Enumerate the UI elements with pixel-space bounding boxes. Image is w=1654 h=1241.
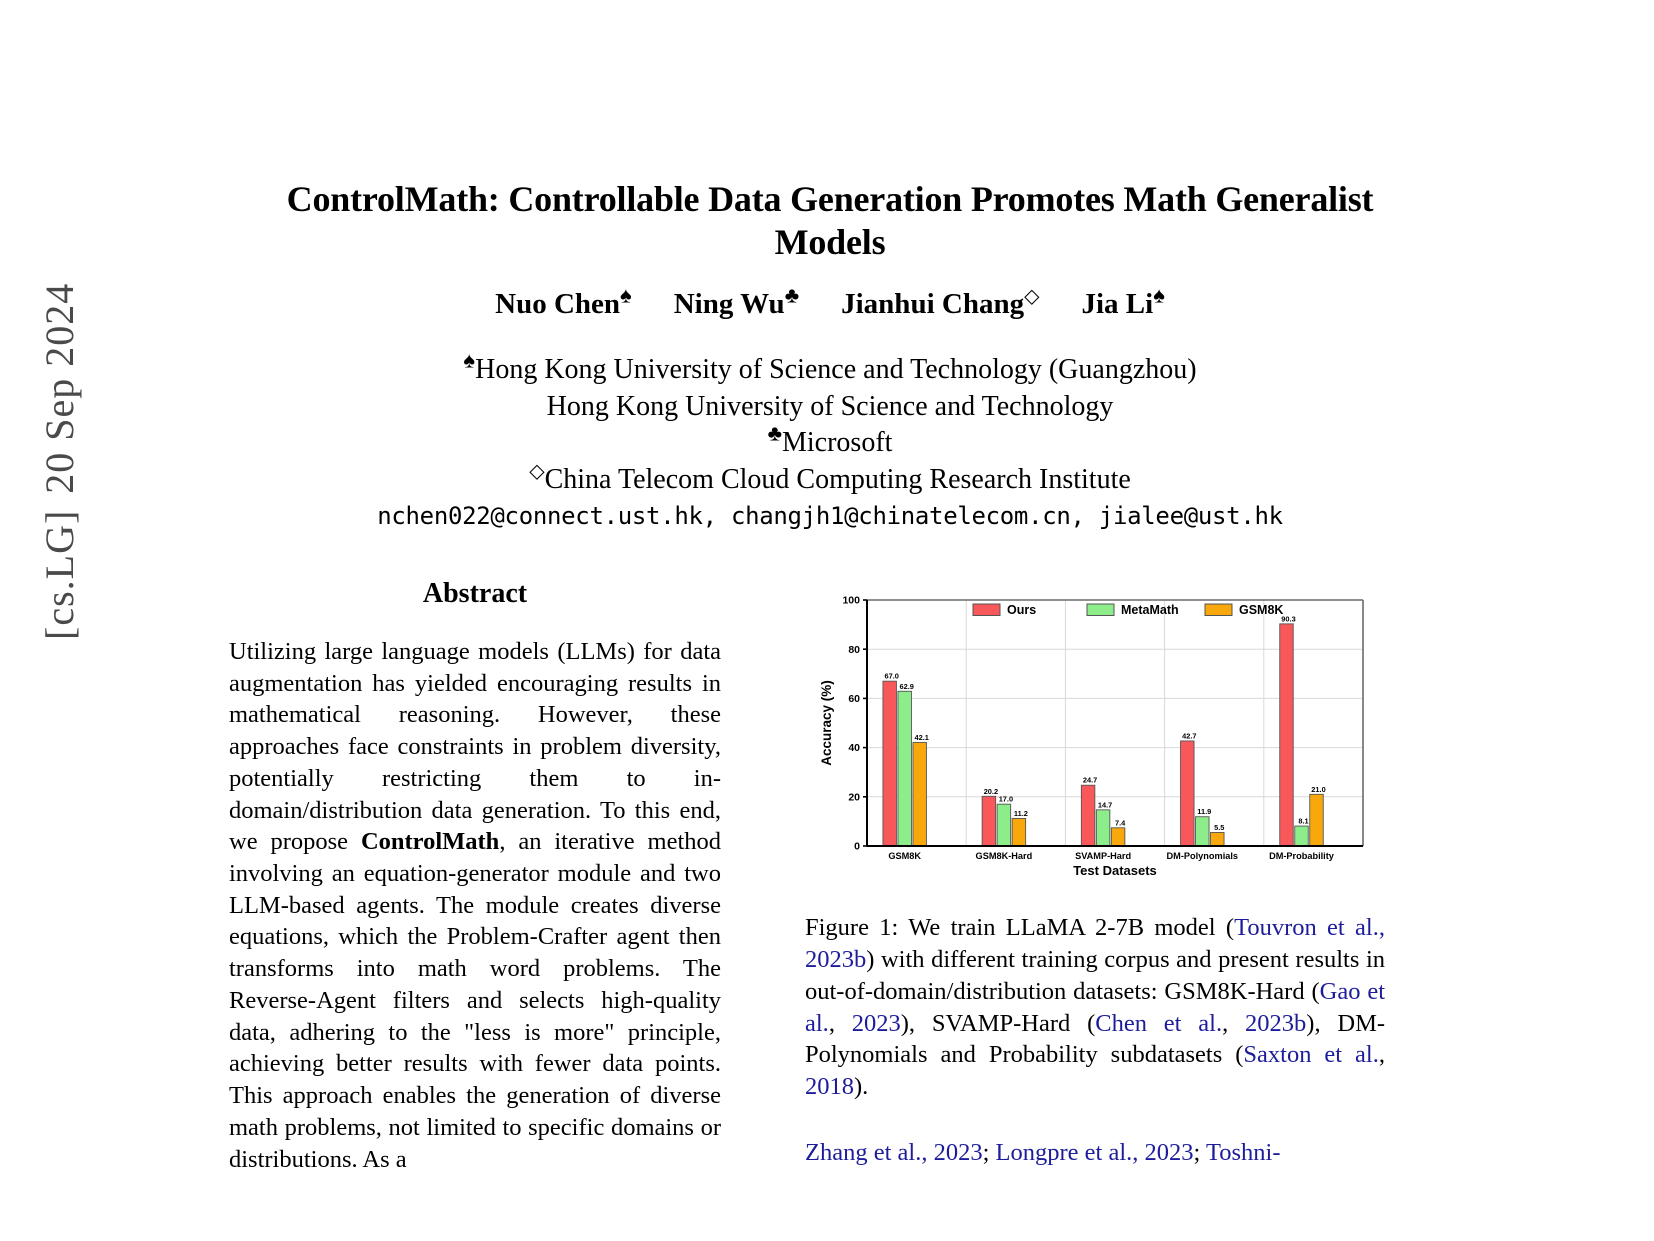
abstract-column [229, 578, 721, 1175]
bar [1196, 807, 1212, 846]
affiliation-text: Hong Kong University of Science and Technology (Guangzhou) [475, 354, 1197, 385]
author-affiliation-symbol: ◇ [1024, 285, 1040, 308]
y-axis-tick-label: 60 [848, 693, 860, 705]
author-list [190, 282, 1470, 321]
x-axis-tick-label: SVAMP-Hard [1075, 851, 1132, 861]
caption-text: ). [854, 1073, 869, 1101]
bar [913, 733, 929, 846]
y-axis-tick-label: 40 [848, 742, 860, 755]
y-axis-tick-label: 0 [854, 840, 860, 853]
bar-value-label: 17.0 [998, 794, 1014, 804]
arxiv-stamp [36, 80, 83, 640]
legend-item[interactable] [1205, 603, 1283, 617]
author-affiliation-symbol: ♠ [620, 282, 632, 308]
affiliation-text: Hong Kong University of Science and Technology [546, 390, 1114, 422]
bar-value-label: 14.7 [1097, 800, 1113, 810]
abstract-part-1: Utilizing large language models (LLMs) for data augmentation has yielded encouraging results in mathematical reasoning. However, these approaches face constraints in problem diversity, potentially restricting them to in-domain/distribution data generation. To this end, we propose [229, 638, 721, 856]
bar-value-label: 24.7 [1082, 775, 1098, 785]
citation-link[interactable]: 2023b [1245, 1009, 1307, 1037]
abstract-body [229, 636, 721, 1175]
bar [898, 682, 914, 846]
author-name: Jia Li [1081, 288, 1154, 321]
bar [997, 795, 1013, 846]
caption-text: ), DM-Polynomials and Probability subdatasets ( [805, 1009, 1386, 1069]
citation-link[interactable]: Zhang et al., 2023 [805, 1139, 983, 1167]
affiliation-item [190, 389, 1470, 426]
legend-label: GSM8K [1239, 603, 1284, 617]
bar-value-label: 42.1 [914, 732, 929, 742]
body-text: ; [982, 1139, 996, 1167]
caption-text: , [1222, 1009, 1246, 1037]
paper-title-line-1: ControlMath: Controllable Data Generation Promotes Math Generalist [286, 179, 1374, 219]
bar-value-label: 67.0 [884, 671, 899, 681]
bar [1181, 731, 1197, 846]
bar-value-label: 11.9 [1197, 807, 1212, 817]
x-axis-tick-label: GSM8K [888, 851, 922, 861]
page-title [190, 178, 1470, 264]
author-name: Ning Wu [673, 288, 785, 321]
affiliation-text: Microsoft [782, 427, 893, 459]
author-affiliation-symbol: ♣ [784, 282, 800, 308]
caption-text: , [1378, 1041, 1385, 1069]
legend-item[interactable] [1087, 603, 1179, 617]
author-name: Nuo Chen [495, 288, 621, 321]
bar [883, 672, 899, 846]
legend-label: Ours [1007, 603, 1037, 617]
title-block [190, 178, 1470, 321]
bar-value-label: 8.1 [1298, 816, 1309, 826]
figure-column [805, 578, 1385, 1169]
body-text-continuation [805, 1137, 1385, 1169]
citation-link[interactable]: Touvron et al., [1234, 914, 1385, 941]
affiliation-list [190, 347, 1470, 499]
citation-link[interactable]: Gao et al. [805, 977, 1385, 1037]
y-axis-tick-label: 80 [848, 643, 860, 656]
bar-value-label: 90.3 [1281, 614, 1296, 624]
bar-value-label: 62.9 [899, 681, 914, 691]
citation-link[interactable]: 2023b [805, 945, 867, 973]
author-name: Jianhui Chang [841, 288, 1025, 321]
x-axis-tick-label: GSM8K-Hard [975, 851, 1033, 861]
affiliation-symbol: ◇ [529, 460, 545, 483]
author-entry [495, 282, 632, 321]
bar-value-label: 20.2 [983, 786, 999, 796]
paper-title-line-2: Models [774, 222, 886, 263]
affiliation-item [190, 347, 1470, 389]
legend-label: MetaMath [1121, 603, 1179, 617]
affiliation-symbol: ♠ [463, 347, 476, 373]
bar [1310, 785, 1326, 846]
y-axis-tick-label: 100 [842, 594, 860, 607]
bar [1012, 809, 1028, 846]
citation-link[interactable]: 2018 [805, 1073, 854, 1101]
bar-value-label: 11.2 [1013, 808, 1028, 818]
x-axis-tick-label: DM-Polynomials [1166, 851, 1239, 861]
bar-value-label: 42.7 [1182, 731, 1197, 741]
x-axis-tick-label: DM-Probability [1269, 851, 1334, 861]
figure-1 [805, 578, 1373, 890]
citation-link[interactable]: Longpre et al., 2023 [995, 1139, 1194, 1167]
body-text: ; [1193, 1139, 1207, 1167]
caption-text: ) with different training corpus and present results in out-of-domain/distribution datasets: GSM8K-Hard ( [805, 945, 1385, 1005]
bar [1096, 800, 1112, 846]
y-axis-tick-label: 20 [848, 791, 860, 804]
bar [1280, 614, 1296, 846]
figure-caption [805, 912, 1385, 1103]
bar-value-label: 7.4 [1114, 818, 1126, 828]
bar [982, 787, 998, 846]
author-entry [841, 285, 1040, 321]
author-entry [1081, 282, 1165, 321]
caption-text: ), SVAMP-Hard ( [900, 1009, 1096, 1037]
abstract-bold-term: ControlMath [360, 828, 500, 856]
bar [1081, 776, 1097, 846]
author-entry [673, 282, 800, 321]
accuracy-bar-chart [805, 578, 1373, 890]
caption-text: Figure 1: We train LLaMA 2-7B model ( [805, 914, 1235, 941]
arxiv-category: [cs.LG] [37, 509, 82, 640]
bar-value-label: 21.0 [1311, 784, 1326, 794]
citation-link[interactable]: Saxton et al. [1243, 1041, 1379, 1069]
affiliation-symbol: ♣ [767, 421, 782, 447]
bar-value-label: 5.5 [1214, 822, 1225, 832]
citation-link[interactable]: Toshni- [1206, 1139, 1281, 1167]
affiliation-item [190, 421, 1470, 462]
abstract-part-2: , an iterative method involving an equation-generator module and two LLM-based agents. The module creates diverse equations, which the Problem-Crafter agent then transforms into math word problems. The Reverse-Agent filters and selects high-quality data, adhering to the "less is more" principle, achieving better results with fewer data points. This approach enables the generation of diverse math problems, not limited to specific domains or distributions. As a [229, 828, 721, 1173]
author-emails: nchen022@connect.ust.hk, changjh1@chinatelecom.cn, jialee@ust.hk [377, 502, 1283, 530]
abstract-heading: Abstract [422, 578, 528, 609]
y-axis-title: Accuracy (%) [819, 680, 834, 766]
affiliation-text: China Telecom Cloud Computing Research Institute [544, 464, 1131, 496]
arxiv-date: 20 Sep 2024 [37, 282, 82, 494]
caption-text: , [828, 1009, 852, 1037]
citation-link[interactable]: 2023 [851, 1009, 901, 1037]
x-axis-title: Test Datasets [1073, 863, 1157, 878]
author-affiliation-symbol: ♠ [1153, 282, 1165, 308]
affiliation-item [190, 462, 1470, 499]
citation-link[interactable]: Chen et al. [1095, 1009, 1223, 1037]
